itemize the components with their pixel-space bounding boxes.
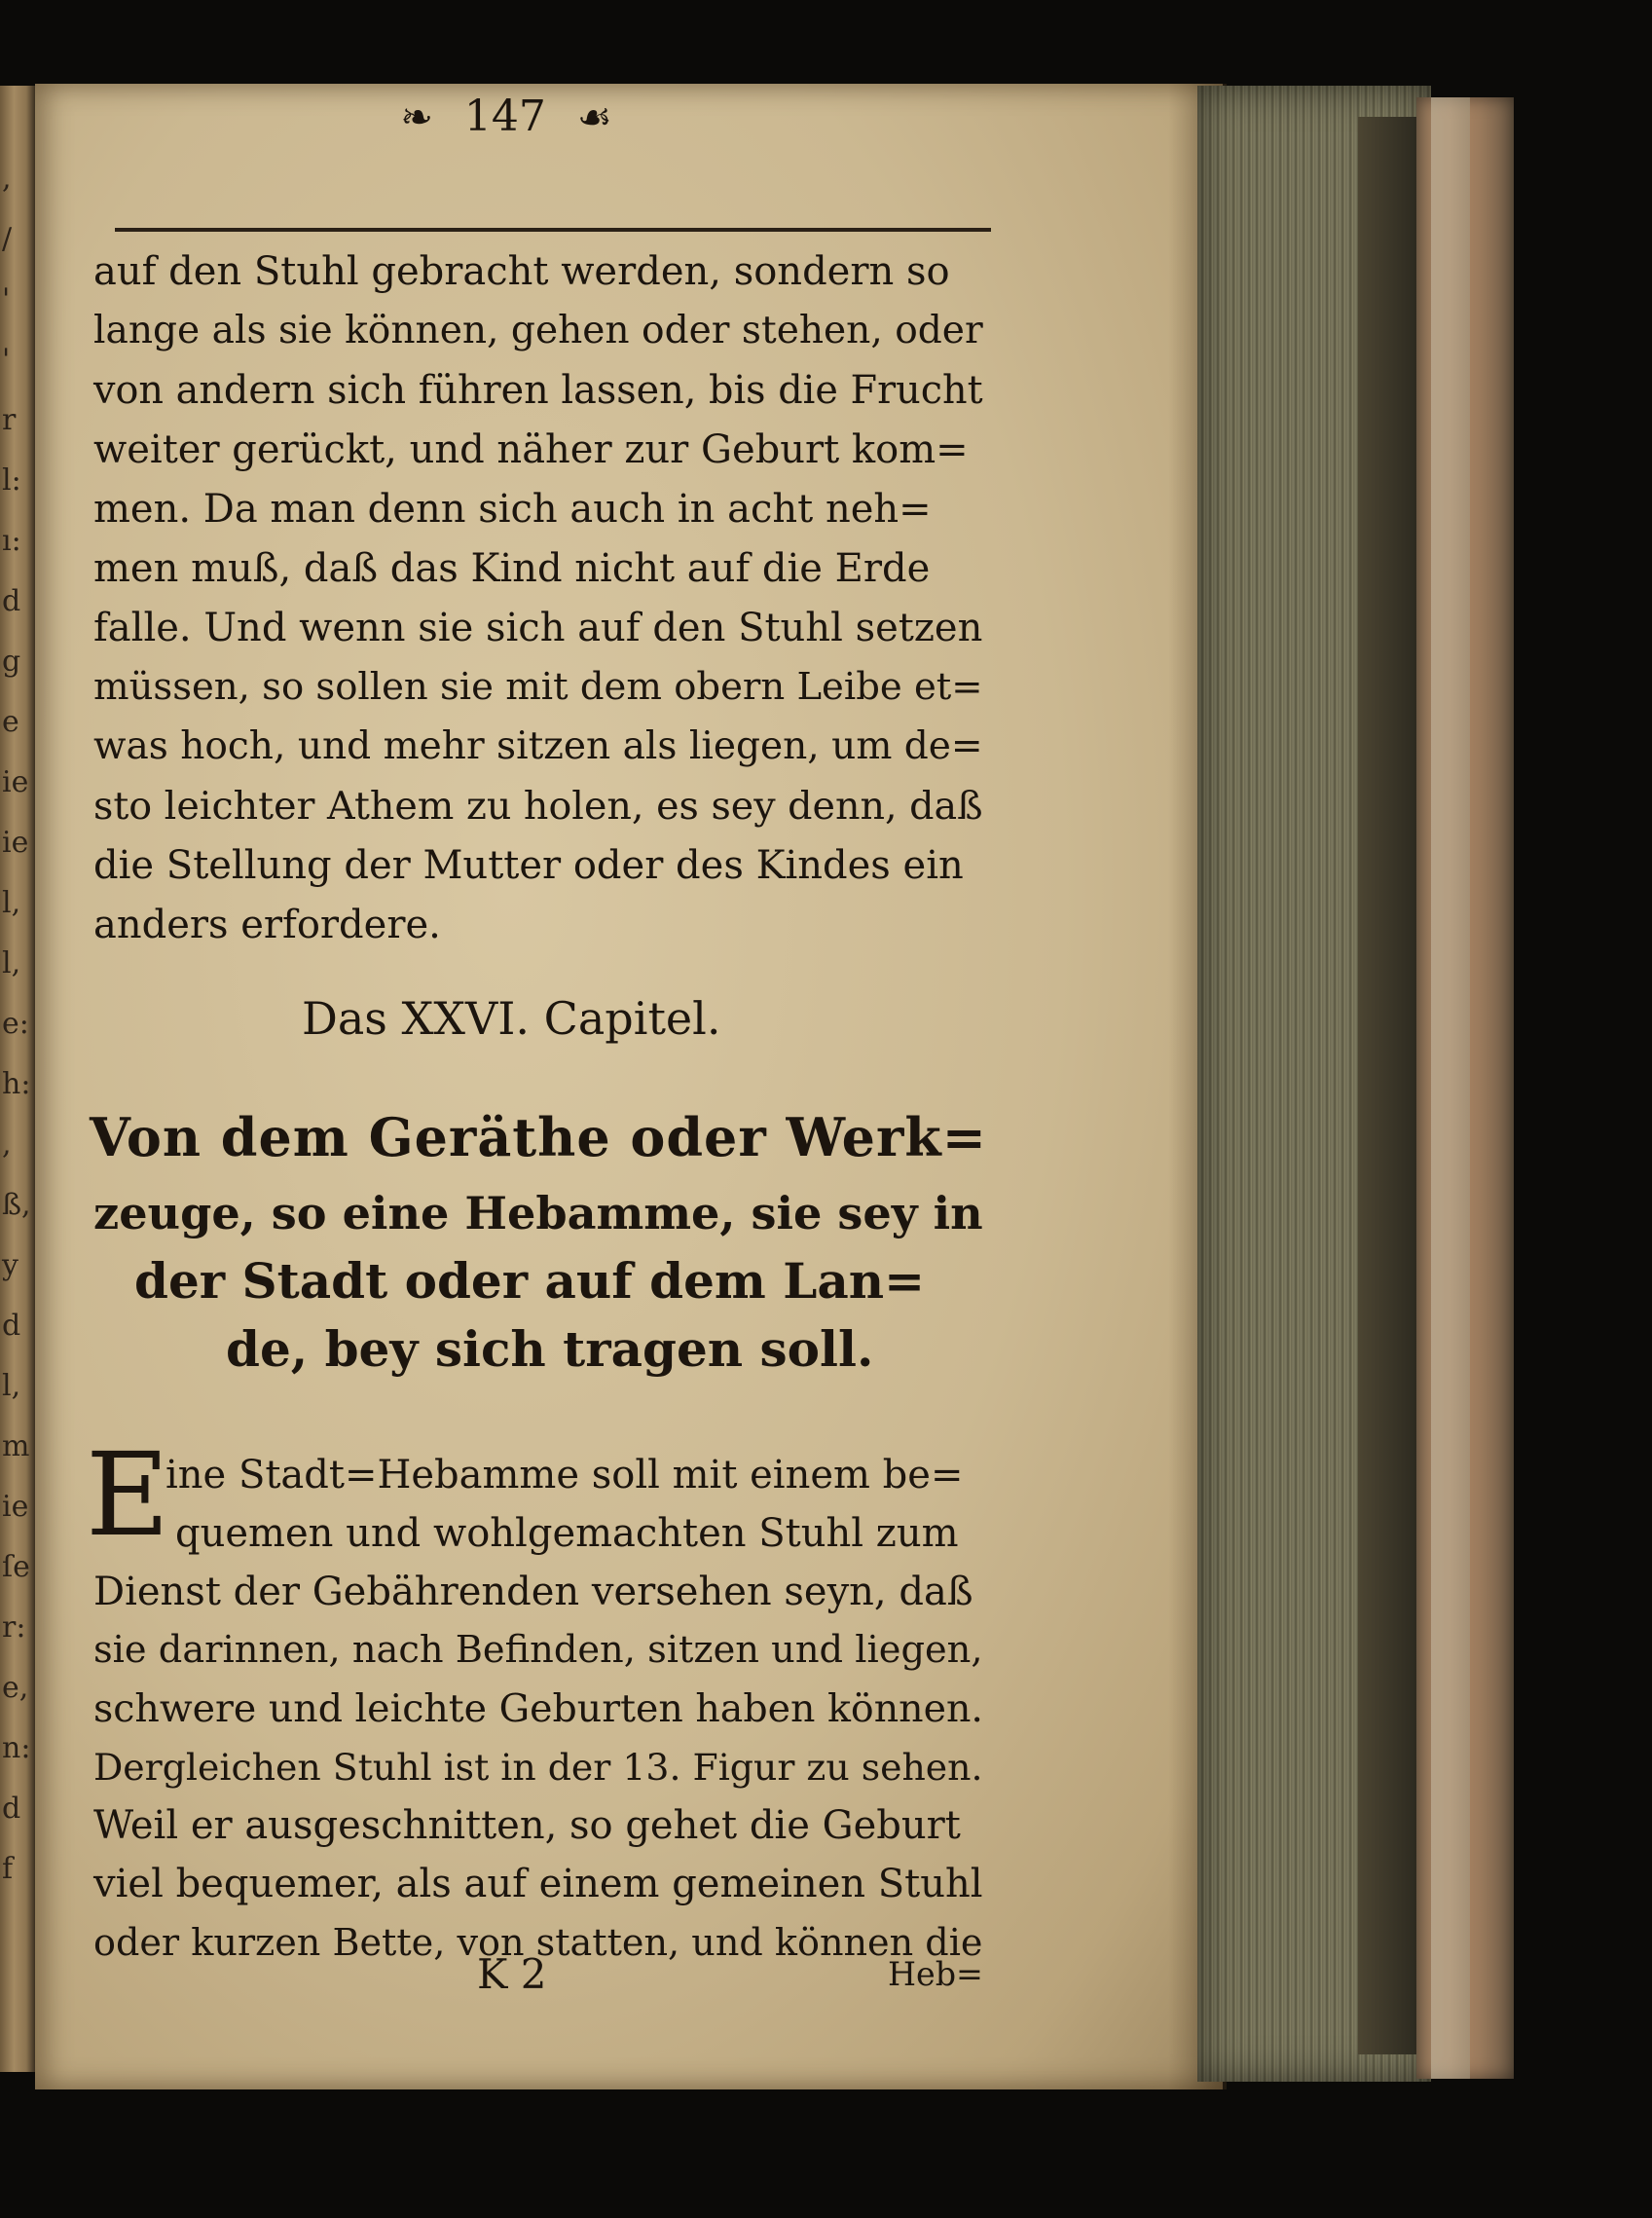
book-cover-highlight — [1431, 97, 1470, 2079]
prev-page-fragment: d — [2, 1792, 21, 1826]
prev-page-fragment: e — [2, 705, 19, 739]
text-line: falle. Und wenn sie sich auf den Stuhl setzen — [93, 606, 983, 650]
text-line: was hoch, und mehr sitzen als liegen, um de= — [93, 724, 983, 768]
page-number: 147 — [463, 92, 546, 141]
previous-page-edge — [0, 86, 35, 2072]
prev-page-fragment: l: — [2, 463, 21, 498]
chapter-label: Das XXVI. Capitel. — [302, 992, 721, 1045]
text-line: die Stellung der Mutter oder des Kindes ein — [93, 843, 964, 888]
text-line: men muß, daß das Kind nicht auf die Erde — [93, 546, 931, 591]
text-line: oder kurzen Bette, von statten, und können die — [93, 1921, 983, 1964]
chapter-title-line: der Stadt oder auf dem Lan= — [134, 1252, 926, 1310]
ornament-left-icon: ❧ — [400, 95, 433, 140]
chapter-title-line: de, bey sich tragen soll. — [226, 1320, 874, 1378]
drop-cap: E — [86, 1427, 170, 1562]
text-line: auf den Stuhl gebracht werden, sondern so — [93, 249, 950, 294]
text-line: schwere und leichte Geburten haben können. — [93, 1686, 983, 1731]
prev-page-fragment: , — [2, 1127, 12, 1162]
text-line: Dergleichen Stuhl ist in der 13. Figur zu sehen. — [93, 1746, 983, 1789]
text-line: sie darinnen, nach Befinden, sitzen und liegen, — [93, 1628, 983, 1672]
prev-page-fragment: l, — [2, 1369, 21, 1403]
text-line: anders erfordere. — [93, 903, 441, 947]
prev-page-fragment: m — [2, 1429, 30, 1463]
prev-page-fragment: r — [2, 403, 17, 437]
text-line: viel bequemer, als auf einem gemeinen Stuhl — [93, 1862, 983, 1906]
prev-page-fragment: g — [2, 645, 21, 679]
section-first-line: ine Stadt=Hebamme soll mit einem be= — [165, 1453, 964, 1497]
prev-page-fragment: l, — [2, 886, 21, 920]
chapter-title-line: Von dem Geräthe oder Werk= — [90, 1106, 987, 1168]
signature-mark: K 2 — [477, 1950, 547, 1998]
prev-page-fragment: ' — [2, 282, 11, 316]
text-line: men. Da man denn sich auch in acht neh= — [93, 487, 932, 532]
chapter-title-line: zeuge, so eine Hebamme, sie sey in — [93, 1187, 983, 1239]
text-line: weiter gerückt, und näher zur Geburt kom= — [93, 427, 969, 472]
prev-page-fragment: ı: — [2, 524, 21, 558]
prev-page-fragment: ' — [2, 343, 11, 377]
prev-page-fragment: n: — [2, 1731, 31, 1765]
prev-page-fragment: ß, — [2, 1188, 31, 1222]
text-line: lange als sie können, gehen oder stehen, oder — [93, 309, 983, 352]
page-stack-shadow — [1358, 117, 1416, 2054]
text-line: sto leichter Athem zu holen, es sey denn, daß — [93, 784, 983, 829]
prev-page-fragment: ſe — [2, 1550, 30, 1584]
prev-page-fragment: f — [2, 1852, 14, 1886]
prev-page-fragment: d — [2, 1309, 21, 1343]
text-line: Weil er ausgeschnitten, so gehet die Geburt — [93, 1803, 961, 1848]
text-line: von andern sich führen lassen, bis die Frucht — [93, 368, 983, 413]
catchword: Heb= — [888, 1955, 983, 1993]
prev-page-fragment: e, — [2, 1671, 29, 1705]
page-header — [312, 88, 701, 146]
header-rule — [115, 228, 991, 232]
prev-page-fragment: h: — [2, 1067, 31, 1101]
prev-page-fragment: ie — [2, 826, 29, 860]
text-line: Dienst der Gebährenden versehen seyn, daß — [93, 1570, 973, 1614]
prev-page-fragment: r: — [2, 1610, 26, 1645]
prev-page-fragment: / — [2, 222, 13, 256]
prev-page-fragment: d — [2, 584, 21, 618]
ornament-right-icon: ☙ — [576, 95, 612, 140]
prev-page-fragment: ie — [2, 1490, 29, 1524]
prev-page-fragment: , — [2, 162, 12, 196]
text-line: quemen und wohlgemachten Stuhl zum — [175, 1511, 959, 1556]
prev-page-fragment: e: — [2, 1007, 29, 1041]
prev-page-fragment: l, — [2, 946, 21, 980]
prev-page-fragment: y — [2, 1248, 18, 1282]
prev-page-fragment: ie — [2, 765, 29, 799]
text-line: müssen, so sollen sie mit dem obern Leibe et= — [93, 665, 983, 709]
